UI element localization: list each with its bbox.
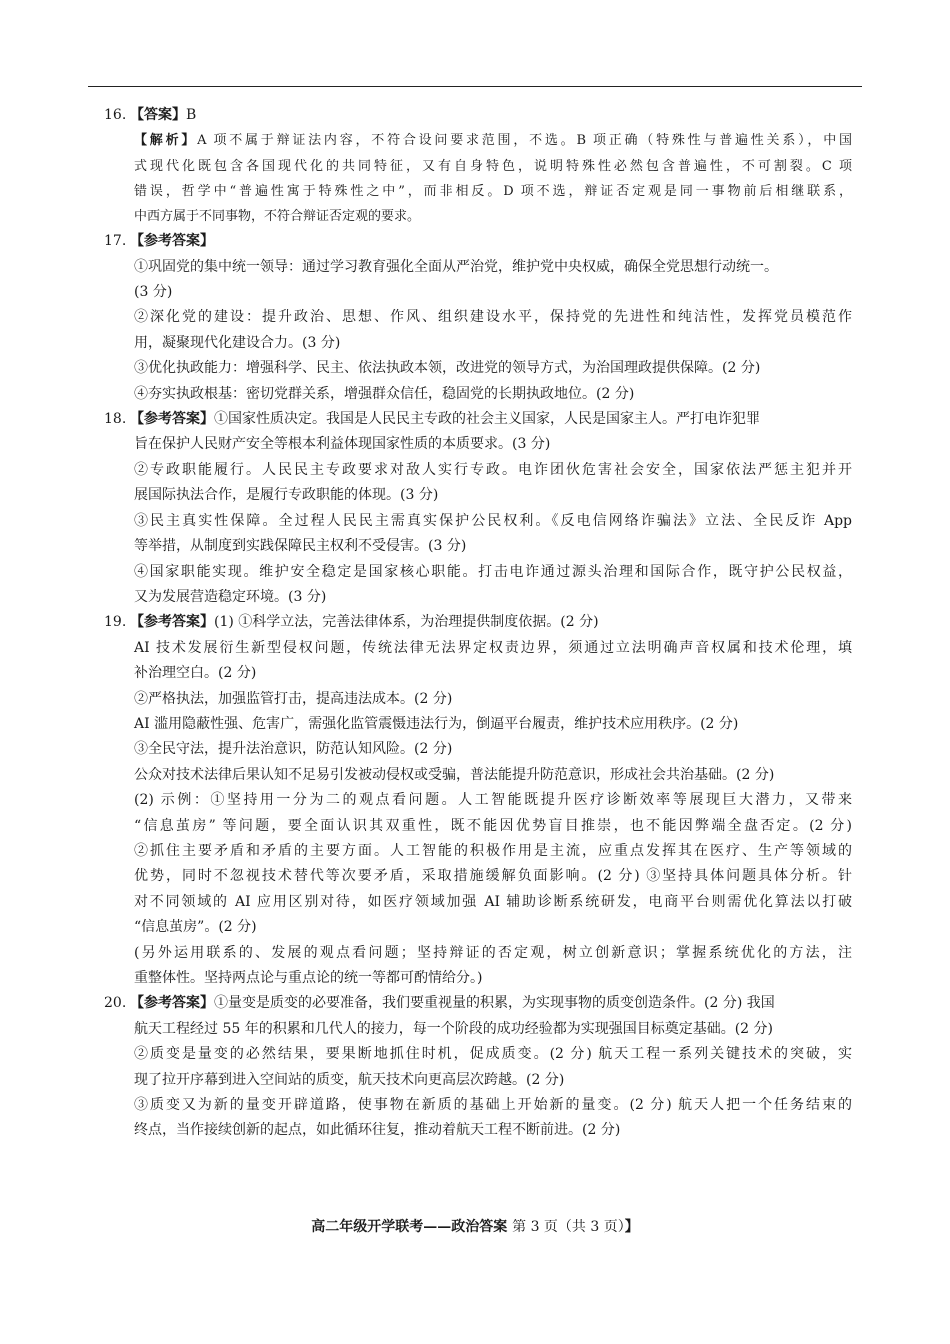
- answer-line: ②抓住主要矛盾和矛盾的主要方面。人工智能的积极作用是主流，应重点发挥其在医疗、生产等领域的: [134, 842, 852, 859]
- answer-line: ②专政职能履行。人民民主专政要求对敌人实行专政。电诈团伙危害社会安全，国家依法严惩主犯并开: [134, 461, 852, 478]
- answer-line: 航天工程经过 55 年的积累和几代人的接力，每一个阶段的成功经验都为实现强国目标奠定基础。(2 分): [134, 1020, 773, 1037]
- answer-line: ②严格执法，加强监管打击，提高违法成本。(2 分): [134, 690, 453, 707]
- question-16: [104, 103, 852, 229]
- answer-line: 补治理空白。(2 分): [134, 665, 257, 682]
- answer-line: ①量变是质变的必要准备，我们要重视量的积累，为实现事物的质变创造条件。(2 分) 我国: [214, 995, 775, 1012]
- answer-line: ③民主真实性保障。全过程人民民主需真实保护公民权利。《反电信网络诈骗法》立法、全民反诈 App: [134, 512, 852, 529]
- answer-line: ①国家性质决定。我国是人民民主专政的社会主义国家，人民是国家主人。严打电诈犯罪: [214, 411, 760, 428]
- answer-line: 现了拉开序幕到进入空间站的质变，航天技术向更高层次跨越。(2 分): [134, 1071, 565, 1088]
- answer-line: 旨在保护人民财产安全等根本利益体现国家性质的本质要求。(3 分): [134, 436, 551, 453]
- question-19: [104, 610, 852, 991]
- answer-line: ③优化执政能力：增强科学、民主、依法执政本领，改进党的领导方式，为治国理政提供保障。(2 分): [134, 360, 761, 377]
- footer-bracket: 】: [624, 1219, 639, 1235]
- top-rule: [88, 86, 862, 87]
- analysis-line: 中西方属于不同事物，不符合辩证否定观的要求。: [134, 209, 421, 225]
- question-number: 16.: [104, 107, 127, 123]
- analysis-line: A 项不属于辩证法内容，不符合设问要求范围，不选。B 项正确（特殊性与普遍性关系），中国: [197, 133, 852, 149]
- answer-line: ②质变是量变的必然结果，要果断地抓住时机，促成质变。(2 分) 航天工程一系列关键技术的突破，实: [134, 1046, 852, 1063]
- answer-tag: 【参考答案】: [130, 233, 214, 250]
- answer-line: 等举措，从制度到实践保障民主权利不受侵害。(3 分): [134, 538, 467, 555]
- answer-line: 展国际执法合作，是履行专政职能的体现。(3 分): [134, 487, 439, 504]
- answer-line: ②深化党的建设：提升政治、思想、作风、组织建设水平，保持党的先进性和纯洁性，发挥党员模范作: [134, 309, 852, 326]
- page-footer: [0, 1216, 950, 1236]
- answer-line: 用，凝聚现代化建设合力。(3 分): [134, 334, 341, 351]
- answer-line: (3 分): [134, 284, 173, 301]
- answer-line: AI 滥用隐蔽性强、危害广，需强化监管震慑违法行为，倒逼平台履责，维护技术应用秩序。(2 分): [134, 715, 739, 732]
- analysis-line: 错误，哲学中“普遍性寓于特殊性之中”，而非相反。D 项不选，辩证否定观是同一事物前后相继联系，: [134, 183, 852, 199]
- answer-line: ④国家职能实现。维护安全稳定是国家核心职能。打击电诈通过源头治理和国际合作，既守护公民权益，: [134, 563, 852, 580]
- question-17: [104, 229, 852, 407]
- answer-value: B: [186, 107, 197, 123]
- answer-line: ①巩固党的集中统一领导：通过学习教育强化全面从严治党，维护党中央权威，确保全党思想行动统一。: [134, 258, 778, 275]
- answer-tag: 【参考答案】: [130, 411, 214, 428]
- answer-line: ③全民守法，提升法治意识，防范认知风险。(2 分): [134, 741, 453, 758]
- question-20: [104, 991, 852, 1143]
- answer-tag: 【答案】: [130, 107, 186, 123]
- answer-tag: 【参考答案】: [130, 614, 214, 631]
- answer-sheet: [104, 103, 852, 1144]
- answer-line: 对不同领域的 AI 应用区别对待，如医疗领域加强 AI 辅助诊断系统研发，电商平台则需优化算法以打破: [134, 893, 852, 910]
- answer-line: 重整体性。坚持两点论与重点论的统一等都可酌情给分。): [134, 970, 483, 986]
- answer-line: AI 技术发展衍生新型侵权问题，传统法律无法界定权责边界，须通过立法明确声音权属和技术伦理，填: [134, 639, 852, 656]
- analysis-line: 式现代化既包含各国现代化的共同特征，又有自身特色，说明特殊性必然包含普遍性，不可割裂。C 项: [134, 158, 852, 174]
- footer-title: 高二年级开学联考——政治答案: [311, 1219, 508, 1235]
- answer-line: ④夯实执政根基：密切党群关系，增强群众信任，稳固党的长期执政地位。(2 分): [134, 385, 635, 402]
- answer-line: 优势，同时不忽视技术替代等次要矛盾，采取措施缓解负面影响。(2 分) ③坚持具体问题具体分析。针: [134, 868, 852, 885]
- analysis-tag: 【解析】: [134, 133, 198, 149]
- question-number: 18.: [104, 411, 127, 428]
- question-number: 19.: [104, 614, 127, 631]
- answer-tag: 【参考答案】: [130, 995, 214, 1012]
- answer-line: ③质变又为新的量变开辟道路，使事物在新质的基础上开始新的量变。(2 分) 航天人把一个任务结束的: [134, 1097, 852, 1114]
- answer-line: 又为发展营造稳定环境。(3 分): [134, 588, 327, 605]
- question-number: 20.: [104, 995, 127, 1012]
- answer-line: (另外运用联系的、发展的观点看问题；坚持辩证的否定观，树立创新意识；掌握系统优化的方法，注: [134, 944, 852, 961]
- answer-line: 终点，当作接续创新的起点，如此循环往复，推动着航天工程不断前进。(2 分): [134, 1122, 621, 1139]
- footer-page-number: 第 3 页（共 3 页）: [512, 1219, 625, 1235]
- answer-line: “信息茧房” 等问题，要全面认识其双重性，既不能因优势盲目推崇，也不能因弊端全盘否定。(2 分): [134, 817, 852, 834]
- answer-line: 公众对技术法律后果认知不足易引发被动侵权或受骗，普法能提升防范意识，形成社会共治基础。(2 分): [134, 766, 775, 783]
- answer-line: (1) ①科学立法，完善法律体系，为治理提供制度依据。(2 分): [214, 614, 599, 631]
- answer-line: (2) 示例：①坚持用一分为二的观点看问题。人工智能既提升医疗诊断效率等展现巨大潜力，又带来: [134, 792, 852, 809]
- answer-line: “信息茧房”。(2 分): [134, 919, 257, 936]
- question-18: [104, 407, 852, 610]
- question-number: 17.: [104, 233, 127, 250]
